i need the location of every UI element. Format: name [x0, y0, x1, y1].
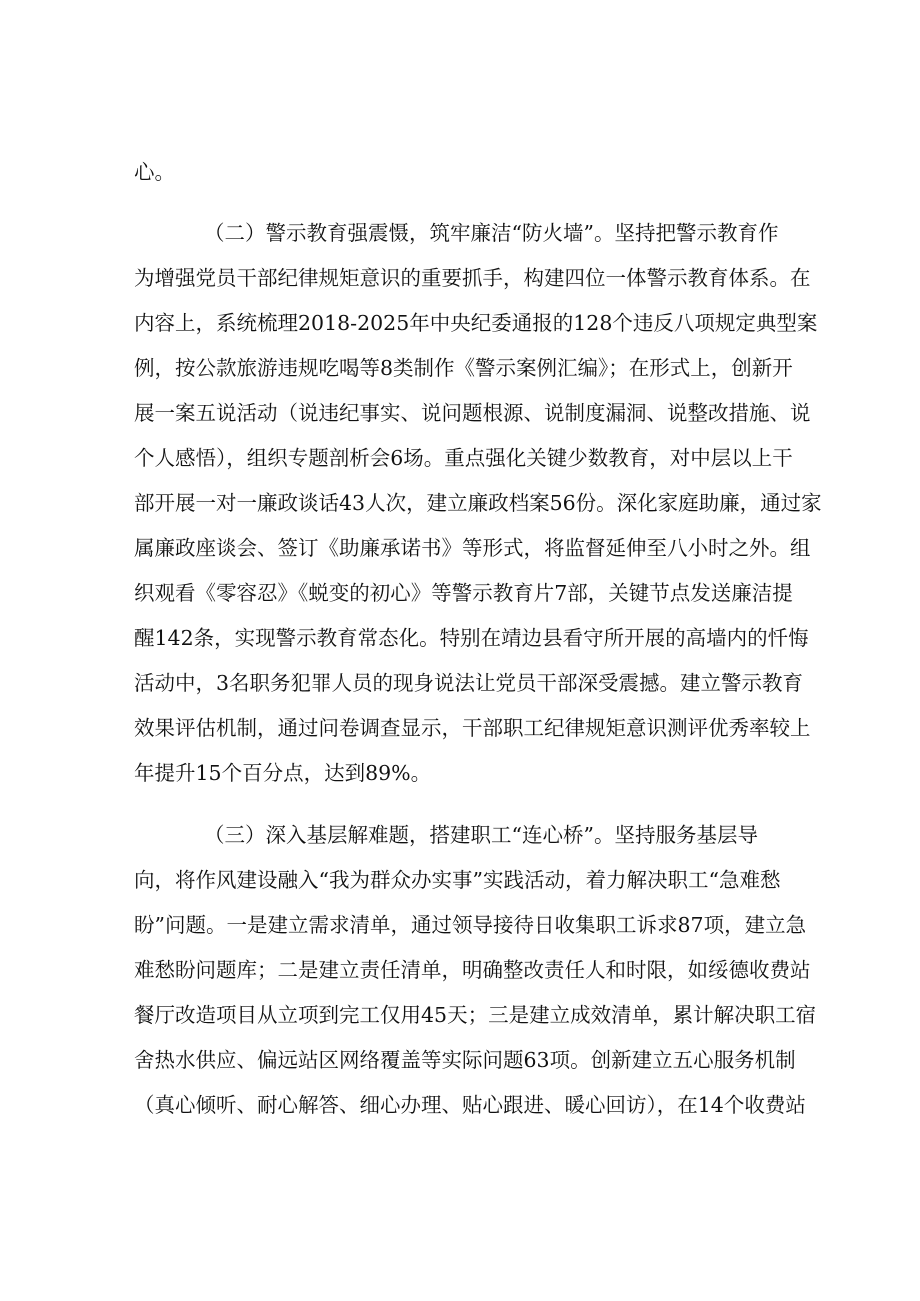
section-heading-line: （三）深入基层解难题，搭建职工“连心桥”。坚持服务基层导	[204, 823, 758, 847]
text-line: （真心倾听、耐心解答、细心办理、贴心跟进、暖心回访），在14个收费站	[134, 1093, 806, 1117]
text-line: 难愁盼问题库；二是建立责任清单，明确整改责任人和时限，如绥德收费站	[134, 958, 811, 982]
text-line: 为增强党员干部纪律规矩意识的重要抓手，构建四位一体警示教育体系。在	[134, 266, 811, 290]
text-line: 属廉政座谈会、签订《助廉承诺书》等形式，将监督延伸至八小时之外。组	[134, 536, 811, 560]
text-line: 心。	[134, 160, 175, 184]
text-line: 效果评估机制，通过问卷调查显示，干部职工纪律规矩意识测评优秀率较上	[134, 716, 811, 740]
text-line: 内容上，系统梳理2018-2025年中央纪委通报的128个违反八项规定典型案	[134, 311, 818, 335]
text-line: 部开展一对一廉政谈话43人次，建立廉政档案56份。深化家庭助廉，通过家	[134, 491, 822, 515]
text-line: 醒142条，实现警示教育常态化。特别在靖边县看守所开展的高墙内的忏悔	[134, 626, 809, 650]
section-heading-line: （二）警示教育强震慑，筑牢廉洁“防火墙”。坚持把警示教育作	[204, 221, 779, 245]
text-line: 向，将作风建设融入“我为群众办实事”实践活动，着力解决职工“急难愁	[134, 868, 781, 892]
text-line: 织观看《零容忍》《蜕变的初心》等警示教育片7部，关键节点发送廉洁提	[134, 581, 793, 605]
text-line: 活动中，3名职务犯罪人员的现身说法让党员干部深受震撼。建立警示教育	[134, 671, 804, 695]
text-line: 展一案五说活动（说违纪事实、说问题根源、说制度漏洞、说整改措施、说	[134, 401, 811, 425]
text-line: 个人感悟），组织专题剖析会6场。重点强化关键少数教育，对中层以上干	[134, 446, 793, 470]
text-line: 例，按公款旅游违规吃喝等8类制作《警示案例汇编》；在形式上，创新开	[134, 356, 793, 380]
text-line: 盼”问题。一是建立需求清单，通过领导接待日收集职工诉求87项，建立急	[134, 913, 807, 937]
text-line: 舍热水供应、偏远站区网络覆盖等实际问题63项。创新建立五心服务机制	[134, 1048, 796, 1072]
text-line: 年提升15个百分点，达到89%。	[134, 761, 432, 785]
text-line: 餐厅改造项目从立项到完工仅用45天；三是建立成效清单，累计解决职工宿	[134, 1003, 817, 1027]
